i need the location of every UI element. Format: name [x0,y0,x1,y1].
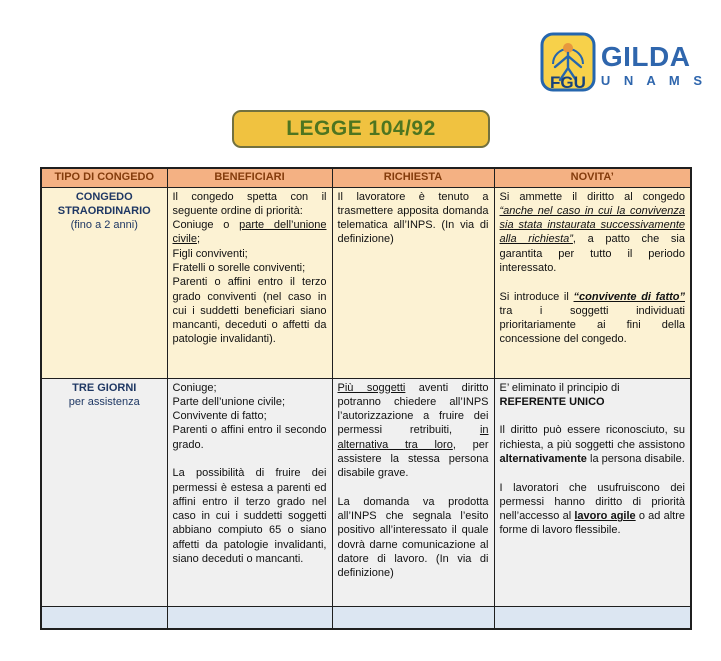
paragraph [338,495,489,581]
congedi-table [40,167,692,630]
text-run: Il lavoratore è tenuto a trasmettere apposita domanda telematica all’INPS. (In via di definizione) [337,190,489,246]
logo-unams-text: U N A M S [600,72,707,88]
paragraph [47,218,162,232]
paragraph [173,218,327,247]
text-run: I lavoratori che usufruiscono dei permessi hanno diritto di priorità nell’accesso al [499,481,685,523]
table-row [41,378,691,606]
text-run: “convivente di fatto” [573,290,685,303]
empty-footer-row [41,606,691,629]
paragraph [173,261,327,275]
paragraph [338,381,489,481]
paragraph [173,247,327,261]
text-run: lavoro agile [574,510,636,523]
cell-tre-giorni-richiesta [332,378,494,606]
text-run: E’ eliminato il principio di [499,381,620,394]
paragraph [500,466,686,480]
text-run: per assistenza [68,395,140,408]
paragraph [500,290,686,347]
text-run: Coniuge; [172,381,217,394]
paragraph [47,395,162,409]
paragraph [173,466,327,566]
paragraph [173,381,327,395]
text-run: Parenti o affini entro il terzo grado conviventi (nel caso in cui i suddetti beneficiari siano mancanti, deceduti o affetti da patologie invalidanti). [172,276,327,346]
text-run: o ad altre forme di lavoro flessibile. [499,510,685,537]
paragraph [47,381,162,395]
text-run: la persona disabile. [586,452,685,465]
table-row [41,187,691,378]
paragraph [173,423,327,452]
cell-tre-giorni-tipo [41,378,167,606]
text-run: alternativamente [499,452,587,465]
text-run: REFERENTE UNICO [499,395,605,408]
header-tipo-di-congedo: TIPO DI CONGEDO [41,168,167,187]
gilda-unams-logo [540,32,707,97]
paragraph [173,395,327,409]
cell-tre-giorni-novita [494,378,691,606]
text-run: La possibilità di fruire dei permessi è estesa a parenti ed affini entro il terzo grado nel caso in cui i suddetti soggetti abbiano compiuto 65 o siano affetti da patologie invalidanti, siano deceduti o mancanti. [172,467,327,566]
congedi-table-container [40,167,692,630]
cell-congedo-straordinario-beneficiari [167,187,332,378]
logo-wordmark [600,40,707,88]
text-run: tra i soggetti individuati prioritariamente ai fini della concessione del congedo. [499,304,685,346]
text-run: Figli conviventi; [172,247,248,260]
paragraph [173,409,327,423]
text-run: aventi diritto potranno chiedere all’INPS l’autorizzazione a fruire dei permessi retribuiti, [337,381,489,437]
text-run: (fino a 2 anni) [70,219,138,232]
empty-cell [494,606,691,629]
header-richiesta: RICHIESTA [332,168,494,187]
text-run: parte dell’unione civile [172,219,327,246]
header-novita: NOVITA’ [494,168,691,187]
paragraph [173,452,327,466]
text-run: Più soggetti [337,381,406,394]
text-run: Parenti o affini entro il secondo grado. [172,424,327,451]
text-run: Parte dell’unione civile; [172,395,286,408]
empty-cell [167,606,332,629]
paragraph [173,275,327,346]
empty-cell [332,606,494,629]
text-run: in alternativa tra loro [337,424,489,451]
fgu-shield-icon [540,32,596,97]
text-run: Si ammette il diritto al congedo [499,190,685,203]
law-title-banner [232,110,490,148]
logo-gilda-text: GILDA [600,40,691,72]
cell-congedo-straordinario-richiesta [332,187,494,378]
text-run: Si introduce il [499,290,574,303]
paragraph [500,409,686,423]
fgu-text: FGU [549,73,586,92]
header-row [41,168,691,187]
paragraph [500,275,686,289]
paragraph [47,190,162,219]
cell-congedo-straordinario-novita [494,187,691,378]
paragraph [173,190,327,219]
text-run: , a patto che sia garantita per tutto il periodo interessato. [499,233,685,274]
paragraph [338,481,489,495]
text-run: ; [196,233,201,246]
text-run: Convivente di fatto; [172,410,267,423]
paragraph [500,395,686,409]
header-beneficiari: BENEFICIARI [167,168,332,187]
text-run: TRE GIORNI [72,381,137,394]
text-run: “anche nel caso in cui la convivenza sia stata instaurata successivamente alla richiesta” [499,204,685,246]
text-run: CONGEDO STRAORDINARIO [57,190,151,217]
paragraph [338,190,489,247]
empty-cell [41,606,167,629]
paragraph [500,481,686,538]
text-run: Il diritto può essere riconosciuto, su richiesta, a più soggetti che assistono [499,424,685,451]
text-run: La domanda va prodotta all’INPS che segnala l’esito positivo all’interessato il quale dovrà darne comunicazione al datore di lavoro. (In via di definizione) [337,495,489,580]
paragraph [500,423,686,466]
paragraph [500,381,686,395]
text-run: Fratelli o sorelle conviventi; [172,261,306,274]
law-title-text: LEGGE 104/92 [286,117,436,140]
text-run: , per assistere la stessa persona disabile grave. [337,438,489,480]
cell-congedo-straordinario-tipo [41,187,167,378]
paragraph [500,190,686,276]
text-run: Coniuge o [172,219,240,232]
cell-tre-giorni-beneficiari [167,378,332,606]
text-run: Il congedo spetta con il seguente ordine di priorità: [172,190,327,217]
